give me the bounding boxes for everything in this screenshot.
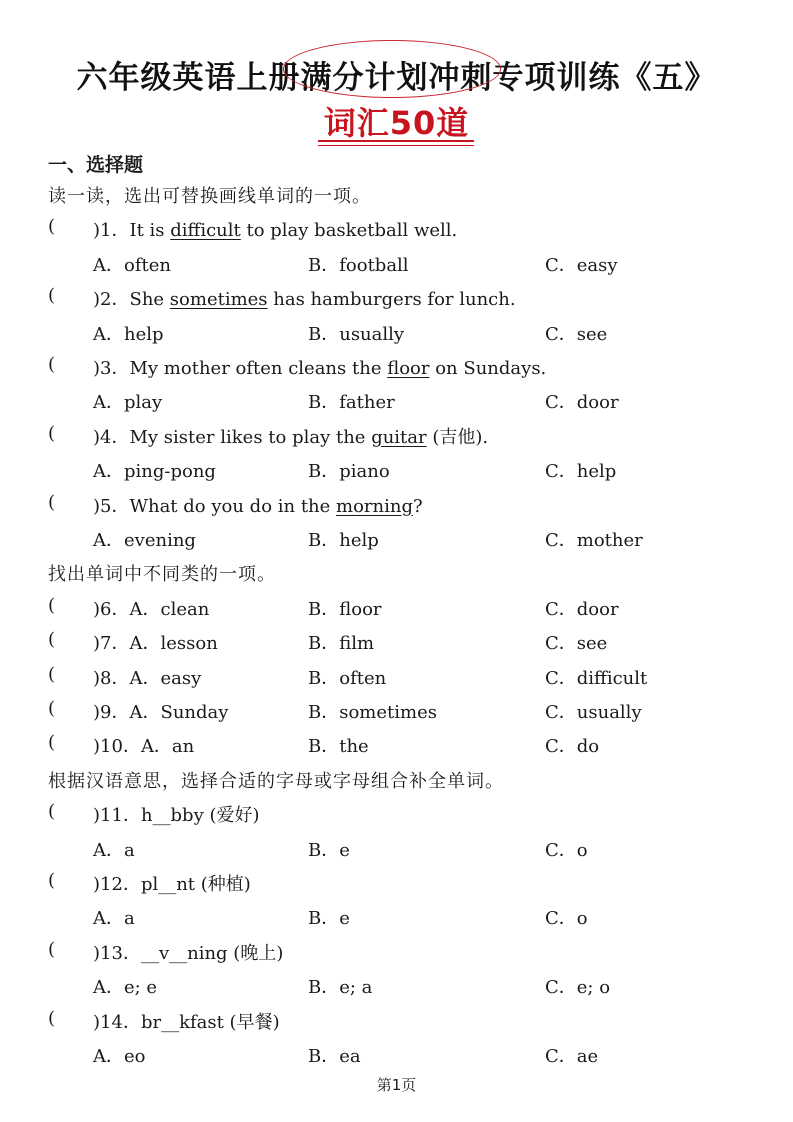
page-number: 第1页 bbox=[376, 1076, 417, 1094]
option-a[interactable]: A．often bbox=[93, 254, 171, 276]
question-stem-after: has hamburgers for lunch. bbox=[267, 289, 516, 311]
num-sep: ． bbox=[111, 495, 130, 517]
question-row bbox=[0, 629, 793, 659]
answer-blank[interactable]: ( bbox=[48, 698, 56, 719]
num-sep: ． bbox=[122, 1011, 141, 1033]
question-text bbox=[93, 801, 260, 827]
question-num: 3 bbox=[100, 358, 112, 379]
num-sep: ． bbox=[111, 598, 130, 620]
question-row bbox=[0, 1008, 793, 1038]
num-sep: ． bbox=[111, 289, 130, 311]
question-text bbox=[93, 492, 423, 518]
paren-close: ) bbox=[93, 1011, 101, 1033]
option-b[interactable]: B．film bbox=[308, 633, 375, 655]
options-row bbox=[0, 836, 793, 866]
answer-blank[interactable]: ( bbox=[48, 870, 56, 891]
option-b[interactable]: B．often bbox=[308, 667, 387, 689]
answer-blank[interactable]: ( bbox=[48, 354, 56, 375]
num-sep: ． bbox=[111, 358, 130, 379]
option-b[interactable]: B．father bbox=[308, 392, 395, 414]
paren-close: ) bbox=[93, 736, 101, 758]
option-a[interactable]: A．Sunday bbox=[129, 702, 229, 723]
question-num: 5 bbox=[100, 495, 112, 517]
question-stem-after: on Sundays. bbox=[429, 358, 547, 379]
question-row bbox=[0, 664, 793, 694]
paren-close: ) bbox=[93, 358, 101, 379]
paren-close: ) bbox=[93, 220, 101, 242]
question-row bbox=[0, 732, 793, 762]
question-text bbox=[93, 870, 251, 896]
question-num: 8 bbox=[100, 667, 112, 689]
option-c[interactable]: C．help bbox=[545, 461, 617, 483]
options-row bbox=[0, 457, 793, 487]
question-number bbox=[93, 698, 228, 724]
paren-close: ) bbox=[93, 495, 101, 517]
option-b[interactable]: B．floor bbox=[308, 598, 382, 620]
options-row bbox=[0, 388, 793, 418]
option-a[interactable]: A．play bbox=[93, 392, 163, 414]
answer-blank[interactable]: ( bbox=[48, 1007, 56, 1029]
answer-blank[interactable]: ( bbox=[48, 732, 56, 754]
option-a[interactable]: A．ping-pong bbox=[93, 461, 216, 483]
option-c[interactable]: C．mother bbox=[545, 530, 643, 551]
instruction-text: 找出单词中不同类的一项。 bbox=[48, 564, 276, 586]
answer-blank[interactable]: ( bbox=[48, 491, 56, 513]
underlined-word: difficult bbox=[170, 220, 241, 242]
options-row bbox=[0, 973, 793, 1003]
question-row bbox=[0, 595, 793, 625]
question-text bbox=[93, 216, 457, 242]
num-sep: ． bbox=[122, 736, 141, 758]
paren-close: ) bbox=[93, 805, 101, 827]
question-stem-before: What do you do in the bbox=[129, 495, 337, 517]
option-c[interactable]: C．difficult bbox=[545, 667, 648, 689]
question-stem-after: (吉他). bbox=[426, 426, 489, 448]
question-text bbox=[93, 423, 488, 449]
question-stem-before: My sister likes to play the bbox=[129, 426, 372, 448]
question-text bbox=[93, 285, 516, 311]
paren-close: ) bbox=[93, 942, 101, 964]
options-row bbox=[0, 1042, 793, 1072]
question-number bbox=[93, 664, 201, 690]
question-num: 9 bbox=[100, 702, 112, 723]
paren-close: ) bbox=[93, 874, 101, 895]
question-stem: h__bby (爱好) bbox=[140, 805, 260, 827]
question-stem-before: It is bbox=[129, 220, 171, 242]
option-b[interactable]: B．the bbox=[308, 736, 369, 758]
option-a[interactable]: A．a bbox=[93, 908, 135, 930]
underlined-word: floor bbox=[387, 358, 430, 379]
option-b[interactable]: B．ea bbox=[308, 1046, 361, 1067]
document-title: 六年级英语上册满分计划冲刺专项训练《五》 bbox=[76, 60, 717, 96]
question-stem-after: ? bbox=[413, 495, 423, 517]
answer-blank[interactable]: ( bbox=[48, 216, 56, 238]
option-a[interactable]: A．easy bbox=[129, 667, 202, 689]
answer-blank[interactable]: ( bbox=[48, 938, 56, 960]
question-num: 11 bbox=[100, 805, 123, 827]
paren-close: ) bbox=[93, 633, 101, 655]
question-row bbox=[0, 216, 793, 246]
option-c[interactable]: C．usually bbox=[545, 702, 642, 723]
num-sep: ． bbox=[111, 667, 130, 689]
question-num: 6 bbox=[100, 598, 112, 620]
paren-close: ) bbox=[93, 289, 101, 311]
num-sep: ． bbox=[111, 702, 130, 723]
question-stem: __v__ning (晚上) bbox=[140, 942, 284, 964]
num-sep: ． bbox=[111, 220, 130, 242]
question-row bbox=[0, 698, 793, 728]
answer-blank[interactable]: ( bbox=[48, 422, 56, 444]
num-sep: ． bbox=[111, 426, 130, 448]
question-row bbox=[0, 939, 793, 969]
answer-blank[interactable]: ( bbox=[48, 285, 56, 307]
answer-blank[interactable]: ( bbox=[48, 629, 56, 651]
answer-blank[interactable]: ( bbox=[48, 594, 56, 616]
option-c[interactable]: C．see bbox=[545, 633, 608, 655]
option-a[interactable]: A．evening bbox=[93, 530, 196, 551]
option-c[interactable]: C．do bbox=[545, 736, 600, 758]
question-row bbox=[0, 423, 793, 453]
question-stem-before: My mother often cleans the bbox=[129, 358, 388, 379]
question-num: 10 bbox=[100, 736, 123, 758]
options-row bbox=[0, 904, 793, 934]
option-c[interactable]: C．ae bbox=[545, 1046, 599, 1067]
document-subtitle: 词汇50道 bbox=[323, 104, 470, 142]
option-b[interactable]: B．e bbox=[308, 908, 350, 930]
question-row bbox=[0, 801, 793, 831]
underlined-word: morning bbox=[336, 495, 414, 517]
question-num: 7 bbox=[100, 633, 112, 655]
option-c[interactable]: C．see bbox=[545, 323, 608, 345]
option-c[interactable]: C．door bbox=[545, 598, 619, 620]
option-b[interactable]: B．usually bbox=[308, 323, 405, 345]
num-sep: ． bbox=[122, 874, 141, 895]
paren-close: ) bbox=[93, 702, 101, 723]
option-c[interactable]: C．o bbox=[545, 839, 588, 861]
option-b[interactable]: B．e; a bbox=[308, 977, 373, 999]
question-row bbox=[0, 870, 793, 900]
option-a[interactable]: A．help bbox=[93, 323, 164, 345]
question-num: 13 bbox=[100, 942, 123, 964]
question-stem-before: She bbox=[129, 289, 170, 311]
instruction-text: 读一读，选出可替换画线单词的一项。 bbox=[48, 186, 371, 207]
question-stem: pl__nt (种植) bbox=[140, 874, 251, 895]
num-sep: ． bbox=[111, 633, 130, 655]
option-b[interactable]: B．piano bbox=[308, 461, 390, 483]
paren-close: ) bbox=[93, 426, 101, 448]
option-a[interactable]: A．eo bbox=[93, 1046, 146, 1067]
num-sep: ． bbox=[122, 942, 141, 964]
option-b[interactable]: B．help bbox=[308, 530, 379, 551]
answer-blank[interactable]: ( bbox=[48, 801, 56, 823]
option-b[interactable]: B．e bbox=[308, 839, 350, 861]
subtitle-underline bbox=[318, 140, 474, 142]
question-text bbox=[93, 1008, 280, 1034]
question-stem-after: to play basketball well. bbox=[240, 220, 458, 242]
question-row bbox=[0, 285, 793, 315]
question-number bbox=[93, 629, 218, 655]
option-b[interactable]: B．sometimes bbox=[308, 702, 437, 723]
answer-blank[interactable]: ( bbox=[48, 663, 56, 685]
question-num: 1 bbox=[100, 220, 112, 242]
option-a[interactable]: A．e; e bbox=[93, 977, 158, 999]
question-number bbox=[93, 732, 194, 758]
question-number bbox=[93, 595, 209, 621]
options-row bbox=[0, 320, 793, 350]
option-c[interactable]: C．o bbox=[545, 908, 588, 930]
option-b[interactable]: B．football bbox=[308, 254, 409, 276]
underlined-word: sometimes bbox=[169, 289, 268, 311]
paren-close: ) bbox=[93, 667, 101, 689]
instruction-text: 根据汉语意思，选择合适的字母或字母组合补全单词。 bbox=[48, 770, 504, 792]
subtitle-underline bbox=[318, 145, 474, 146]
option-c[interactable]: C．door bbox=[545, 392, 619, 414]
num-sep: ． bbox=[122, 805, 141, 827]
option-c[interactable]: C．easy bbox=[545, 254, 618, 276]
question-num: 14 bbox=[100, 1011, 123, 1033]
question-row bbox=[0, 492, 793, 522]
underlined-word: guitar bbox=[371, 426, 427, 448]
title-highlight-ellipse bbox=[283, 40, 501, 98]
question-num: 2 bbox=[100, 289, 112, 311]
section-heading: 一、选择题 bbox=[48, 154, 144, 176]
option-a[interactable]: A．a bbox=[93, 839, 135, 861]
question-text bbox=[93, 354, 546, 380]
question-row bbox=[0, 354, 793, 384]
question-num: 12 bbox=[100, 874, 123, 895]
question-stem: br__kfast (早餐) bbox=[140, 1011, 280, 1033]
options-row bbox=[0, 526, 793, 556]
options-row bbox=[0, 251, 793, 281]
option-c[interactable]: C．e; o bbox=[545, 977, 611, 999]
option-a[interactable]: A．an bbox=[140, 736, 195, 758]
question-text bbox=[93, 939, 283, 965]
option-a[interactable]: A．lesson bbox=[129, 633, 218, 655]
question-num: 4 bbox=[100, 426, 112, 448]
option-a[interactable]: A．clean bbox=[129, 598, 210, 620]
paren-close: ) bbox=[93, 598, 101, 620]
